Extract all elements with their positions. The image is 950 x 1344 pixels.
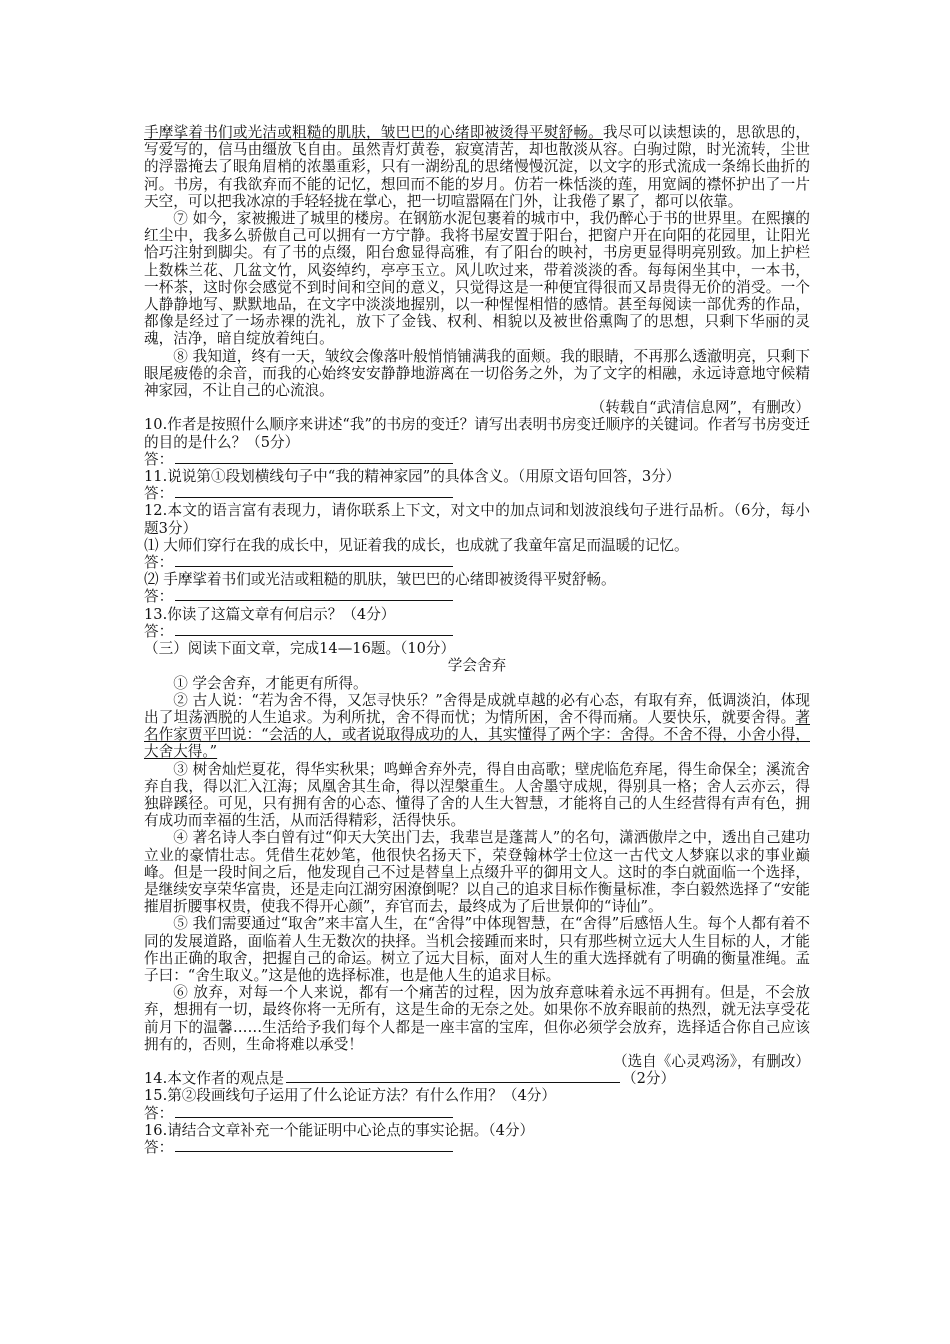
passage1-paragraph-7: ⑦ 如今，家被搬进了城里的楼房。在钢筋水泥包裹着的城市中，我仍醉心于书的世界里。在熙攘的红尘中，我多么骄傲自己可以拥有一方宁静。我将书屋安置于阳台，把窗户开在向阳的花园里，让阳光恰巧注射到脚尖。有了书的点缀，阳台愈显得高雅，有了阳台的映衬，书房更显得明亮别致。加上护栏上数株兰花、几盆文竹，风姿绰约，亭亭玉立。风儿吹过来，带着淡淡的香。每每闲坐其中，一本书，一杯茶，这时你会感觉不到时间和空间的意义，只觉得这是一种便宜得很而又昂贵得无价的消受。一个人静静地写、默默地品，在文字中淡淡地握别，以一种惺惺相惜的感情。甚至每阅读一部优秀的作品，都像是经过了一场赤裸的洗礼，放下了金钱、权利、相貌以及被世俗熏陶了的思想，只剩下华丽的灵魂，洁净，暗自绽放着纯白。	[144, 210, 810, 348]
underlined-sentence: 著名作家贾平凹说：“会活的人，或者说取得成功的人，其实懂得了两个字：舍得。不舍不得，小舍小得，大舍大得。”	[144, 708, 810, 761]
question-16: 16.请结合文章补充一个能证明中心论点的事实论据。（4分）	[144, 1121, 535, 1139]
passage1-source: （转载自“武清信息网”，有删改）	[590, 399, 810, 417]
answer-blank[interactable]	[175, 451, 453, 464]
answer-blank[interactable]	[175, 588, 453, 601]
article-paragraph-1: ① 学会舍弃，才能更有所得。	[173, 674, 368, 692]
answer-line-12-2: 答：	[144, 588, 810, 605]
answer-blank[interactable]	[175, 1139, 453, 1152]
answer-line-10: 答：	[144, 451, 810, 468]
passage1-paragraph-cont: 手摩挲着书们或光洁或粗糙的肌肤，皱巴巴的心绪即被烫得平熨舒畅。我尽可以读想读的，思欲思的，写爱写的，信马由缰放飞自由。虽然青灯黄卷，寂寞清苦，却也散淡从容。白驹过隙，时光流转，尘世的浮嚣掩去了眼角眉梢的浓墨重彩，只有一湖纷乱的思绪慢慢沉淀，以文字的形式流成一条绵长曲折的河。书房，有我欲弃而不能的记忆，想回而不能的岁月。仿若一株恬淡的莲，用宽阔的襟怀护出了一片天空，可以把我冰凉的手轻轻拢在掌心，把一切喧嚣隔在门外，让我倦了累了，都可以依靠。	[144, 124, 810, 210]
answer-blank[interactable]	[286, 1070, 620, 1083]
answer-line-16: 答：	[144, 1139, 810, 1156]
article-title: 学会舍弃	[447, 657, 507, 675]
section3-heading: （三）阅读下面文章，完成14—16题。（10分）	[144, 640, 456, 658]
underlined-sentence: 手摩挲着书们或光洁或粗糙的肌肤，皱巴巴的心绪即被烫得平熨舒畅。	[144, 124, 603, 141]
answer-line-13: 答：	[144, 623, 810, 640]
question-12: 12.本文的语言富有表现力，请你联系上下文，对文中的加点词和划波浪线句子进行品析。（6分，每小题3分）	[144, 502, 810, 537]
article-paragraph-3: ③ 树舍灿烂夏花，得华实秋果；鸣蝉舍弃外壳，得自由高歌；壁虎临危弃尾，得生命保全；溪流舍弃自我，得以汇入江海；凤凰舍其生命，得以涅槃重生。人舍墨守成规，得别具一格；舍人云亦云，得独辟蹊径。可见，只有拥有舍的心态、懂得了舍的人生大智慧，才能将自己的人生经营得有声有色，拥有成功而幸福的生活，从而活得精彩，活得快乐。	[144, 760, 810, 830]
question-12-2: ⑵ 手摩挲着书们或光洁或粗糙的肌肤，皱巴巴的心绪即被烫得平熨舒畅。	[144, 571, 616, 589]
question-13: 13.你读了这篇文章有何启示？（4分）	[144, 605, 396, 623]
question-11: 11.说说第①段划横线句子中“我的精神家园”的具体含义。（用原文语句回答，3分）	[144, 468, 681, 486]
article-source: （选自《心灵鸡汤》，有删改）	[612, 1052, 810, 1070]
article-paragraph-5: ⑤ 我们需要通过“取舍”来丰富人生，在“舍得”中体现智慧，在“舍得”后感悟人生。每个人都有着不同的发展道路，面临着人生无数次的抉择。当机会接踵而来时，只有那些树立远大人生目标的人，才能作出正确的取舍，把握自己的命运。树立了远大目标，面对人生的重大选择就有了明确的衡量准绳。孟子曰：“舍生取义。”这是他的选择标准，也是他人生的追求目标。	[144, 915, 810, 984]
answer-blank[interactable]	[175, 1105, 453, 1118]
document-page	[144, 124, 810, 1156]
question-14: 14.本文作者的观点是 （2分）	[144, 1070, 676, 1088]
answer-blank[interactable]	[175, 554, 453, 567]
question-10: 10.作者是按照什么顺序来讲述“我”的书房的变迁？请写出表明书房变迁顺序的关键词。作者写书房变迁的目的是什么？（5分）	[144, 416, 810, 451]
article-paragraph-2: ② 古人说：“若为舍不得，又怎寻快乐？”舍得是成就卓越的必有心态，有取有弃，低调淡泊，体现出了坦荡洒脱的人生追求。为利所扰，舍不得而忧；为情所困，舍不得而痛。人要快乐，就要舍得。著名作家贾平凹说：“会活的人，或者说取得成功的人，其实懂得了两个字：舍得。不舍不得，小舍小得，大舍大得。”	[144, 691, 810, 761]
article-paragraph-4: ④ 著名诗人李白曾有过“仰天大笑出门去，我辈岂是蓬蒿人”的名句，潇洒傲岸之中，透出自己建功立业的豪情壮志。凭借生花妙笔，他很快名扬天下，荣登翰林学士位这一古代文人梦寐以求的事业巅峰。但是一段时间之后，他发现自己不过是替皇上点缀升平的御用文人。这时的李白就面临一个选择，是继续安享荣华富贵，还是走向江湖穷困潦倒呢？以自己的追求目标作衡量标准，李白毅然选择了“安能摧眉折腰事权贵，使我不得开心颜”，弃官而去，最终成为了后世景仰的“诗仙”。	[144, 829, 810, 916]
passage1-paragraph-8: ⑧ 我知道，终有一天，皱纹会像落叶般悄悄铺满我的面颊。我的眼睛，不再那么透澈明亮，只剩下眼尾疲倦的余音，而我的心始终安安静静地游离在一切俗务之外，为了文字的相融，永远诗意地守候精神家园，不让自己的心流浪。	[144, 347, 810, 400]
question-12-1: ⑴ 大师们穿行在我的成长中，见证着我的成长，也成就了我童年富足而温暖的记忆。	[144, 536, 689, 554]
question-15: 15.第②段画线句子运用了什么论证方法？有什么作用？（4分）	[144, 1087, 556, 1105]
answer-line-11: 答：	[144, 485, 810, 502]
article-paragraph-6: ⑥ 放弃，对每一个人来说，都有一个痛苦的过程，因为放弃意味着永远不再拥有。但是，不会放弃，想拥有一切，最终你将一无所有，这是生命的无奈之处。如果你不放弃眼前的热烈，就无法享受花前月下的温馨……生活给予我们每个人都是一座丰富的宝库，但你必须学会放弃，选择适合你自己应该拥有的，否则，生命将难以承受！	[144, 984, 810, 1053]
answer-blank[interactable]	[175, 623, 453, 636]
answer-line-12-1: 答：	[144, 554, 810, 571]
answer-blank[interactable]	[175, 485, 453, 498]
answer-line-15: 答：	[144, 1105, 810, 1122]
